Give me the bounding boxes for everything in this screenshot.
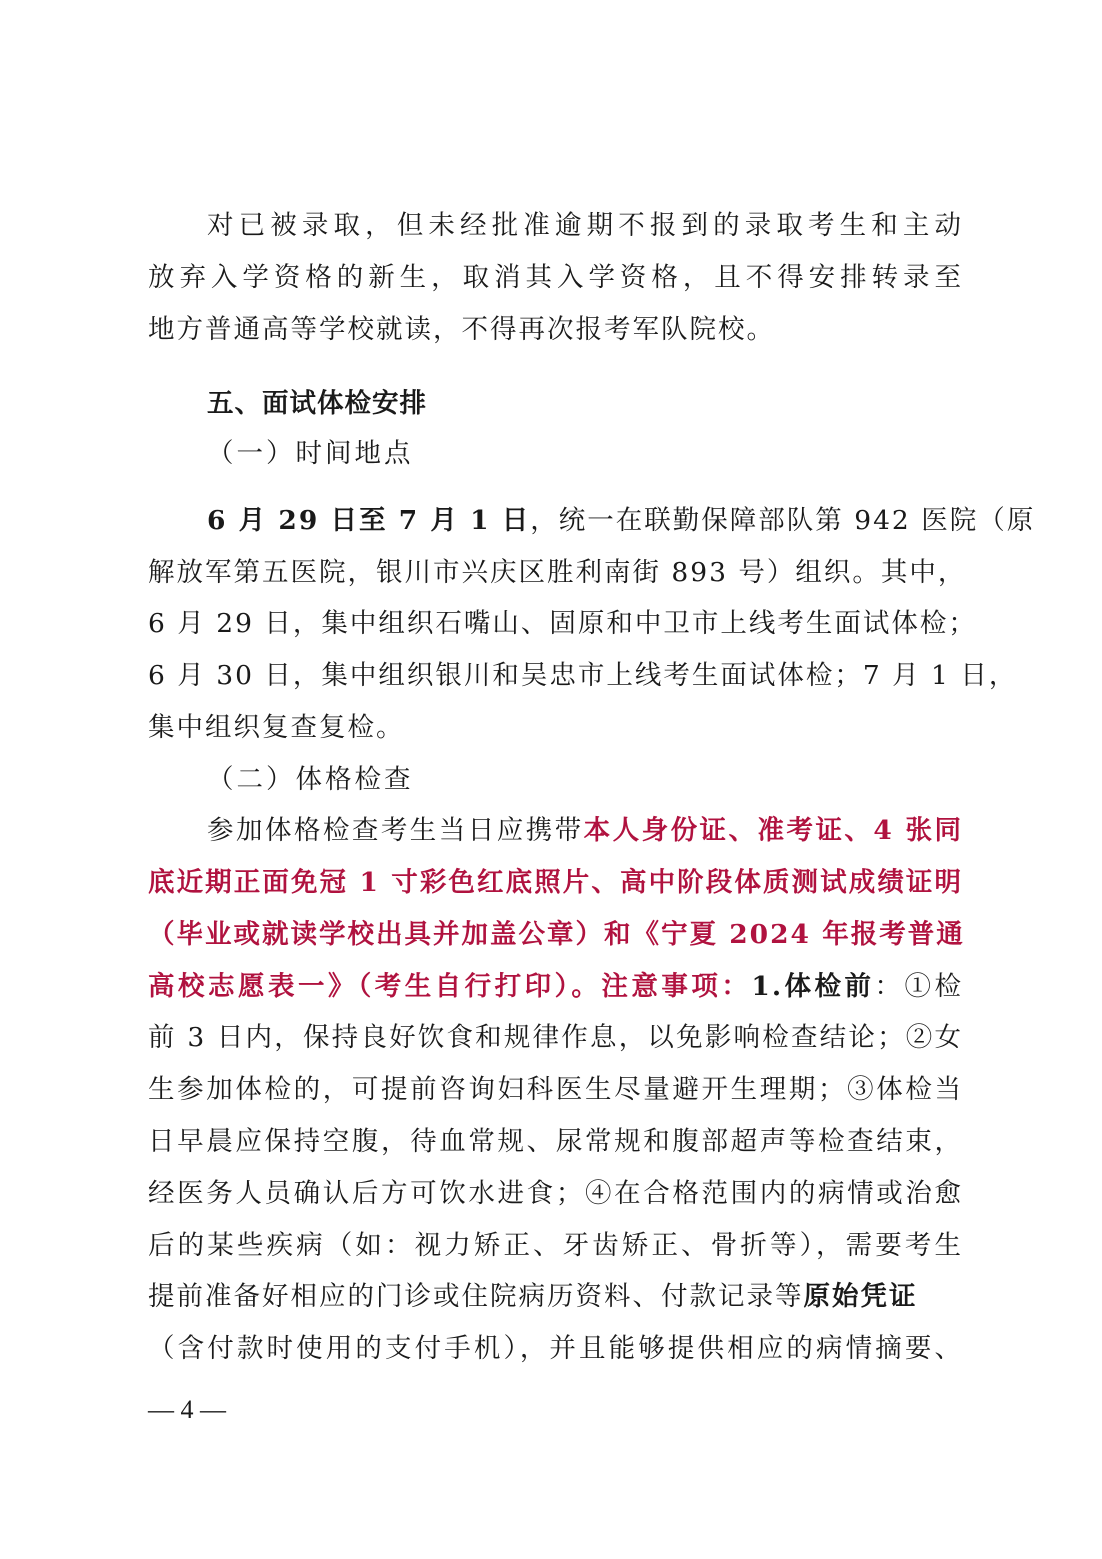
para2-line1-rest: ，统一在联勤保障部队第 942 医院（原 bbox=[530, 505, 1036, 536]
para3-line4-red: 高校志愿表一》（考生自行打印）。注意事项： bbox=[148, 971, 752, 1002]
page-number: — 4 — bbox=[148, 1395, 226, 1424]
para3-line1-red: 本人身份证、准考证、4 张同 bbox=[583, 815, 963, 846]
para3-line2: 底近期正面免冠 1 寸彩色红底照片、高中阶段体质测试成绩证明 bbox=[148, 867, 963, 898]
para3-line3: （毕业或就读学校出具并加盖公章）和《宁夏 2024 年报考普通 bbox=[148, 919, 965, 950]
para3-line7: 日早晨应保持空腹，待血常规、尿常规和腹部超声等检查结束， bbox=[148, 1126, 963, 1157]
subsection-physical-exam: （二）体格检查 bbox=[207, 764, 414, 795]
para3-line10-normal: 提前准备好相应的门诊或住院病历资料、付款记录等 bbox=[148, 1281, 804, 1312]
para3-line11: （含付款时使用的支付手机），并且能够提供相应的病情摘要、 bbox=[148, 1333, 963, 1364]
para1-line3: 地方普通高等学校就读，不得再次报考军队院校。 bbox=[148, 314, 775, 345]
para3-line5: 前 3 日内，保持良好饮食和规律作息，以免影响检查结论；②女 bbox=[148, 1022, 963, 1053]
para3-line9: 后的某些疾病（如：视力矫正、牙齿矫正、骨折等），需要考生 bbox=[148, 1230, 963, 1261]
para3-line6: 生参加体检的，可提前咨询妇科医生尽量避开生理期；③体检当 bbox=[148, 1074, 963, 1105]
section-heading: 五、面试体检安排 bbox=[207, 388, 427, 419]
para3-line4 bbox=[148, 969, 963, 1005]
para1-line2: 放弃入学资格的新生，取消其入学资格，且不得安排转录至 bbox=[148, 262, 963, 293]
para2-line3: 6 月 29 日，集中组织石嘴山、固原和中卫市上线考生面试体检； bbox=[148, 608, 977, 639]
para3-line1 bbox=[207, 813, 963, 849]
original-voucher-label: 原始凭证 bbox=[803, 1281, 918, 1312]
para3-line1-normal: 参加体格检查考生当日应携带 bbox=[207, 815, 584, 846]
para3-line4-bold: 1.体检前 bbox=[751, 971, 875, 1002]
date-range: 6 月 29 日至 7 月 1 日 bbox=[207, 505, 531, 536]
para3-line8: 经医务人员确认后方可饮水进食；④在合格范围内的病情或治愈 bbox=[148, 1178, 963, 1209]
para1-line1: 对已被录取，但未经批准逾期不报到的录取考生和主动 bbox=[207, 210, 963, 241]
para2-line5: 集中组织复查复检。 bbox=[148, 712, 405, 743]
para2-line1 bbox=[207, 503, 1036, 539]
para2-line4: 6 月 30 日，集中组织银川和吴忠市上线考生面试体检；7 月 1 日， bbox=[148, 660, 1018, 691]
para3-line10 bbox=[148, 1279, 963, 1315]
para3-line4-rest: ：①检 bbox=[874, 971, 964, 1002]
para2-line2: 解放军第五医院，银川市兴庆区胜利南街 893 号）组织。其中， bbox=[148, 557, 967, 588]
subsection-time-place: （一）时间地点 bbox=[207, 438, 414, 469]
